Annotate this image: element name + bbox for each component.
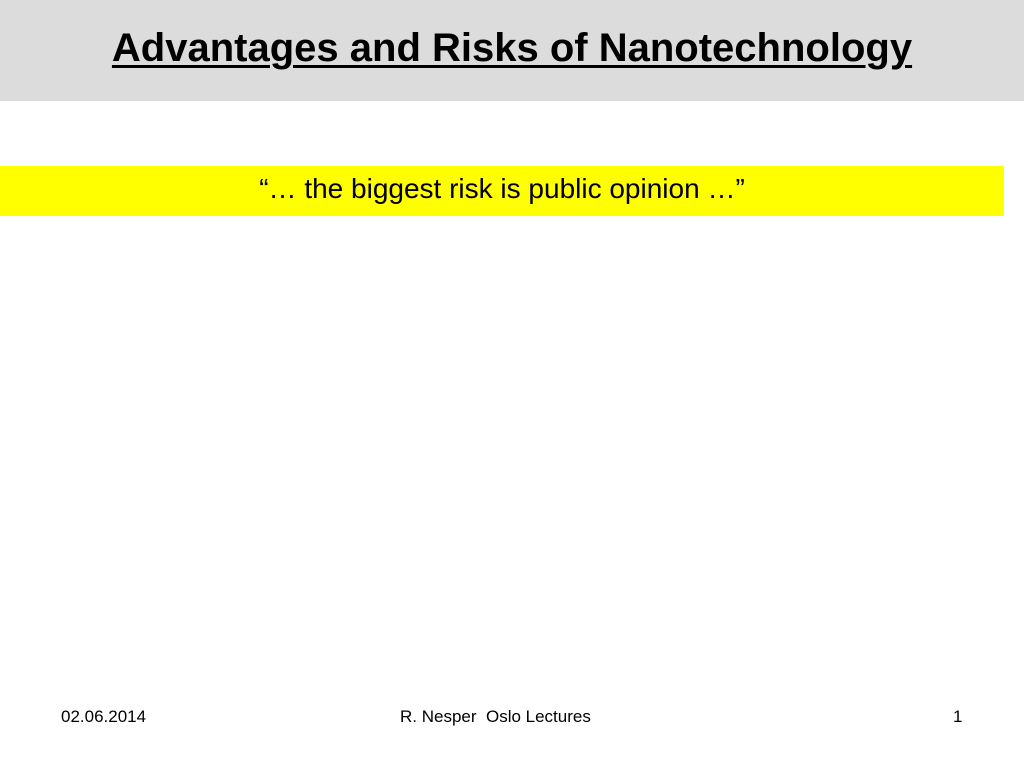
title-bar: [0, 0, 1024, 101]
footer-author: R. Nesper Oslo Lectures: [400, 707, 591, 726]
footer-date: 02.06.2014: [61, 707, 147, 726]
quote-text: “… the biggest risk is public opinion …”: [259, 173, 745, 204]
page-number: 1: [953, 707, 963, 726]
quote-highlight-bar: [0, 166, 1004, 216]
slide-title: Advantages and Risks of Nanotechnology: [111, 26, 913, 70]
